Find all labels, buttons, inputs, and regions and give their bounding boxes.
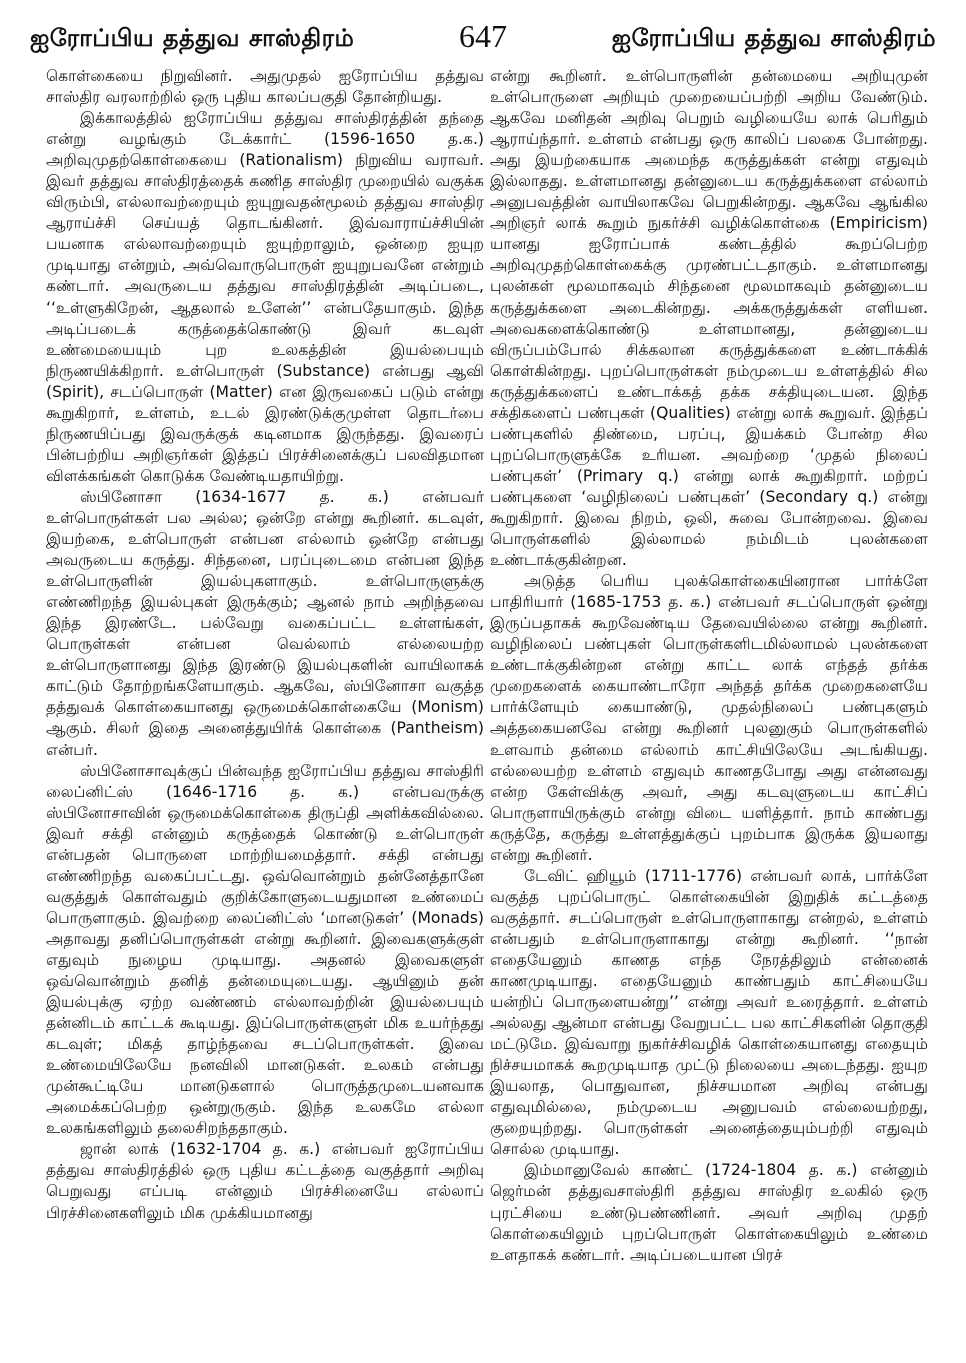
page-header [30,18,936,64]
paragraph: டேவிட் ஹியூம் (1711-1776) என்பவர் லாக், பார்க்ளே வகுத்த புறப்பொருட் கொள்கையின் இறுதிக் கட்டத்தை வகுத்தார். சடப்பொருள் உள்பொருளாகாது என்றல், உள்ளம் என்பதும் உள்பொருளாகாது என்று கூறினர். ‘‘நான் எதையேனும் காணத எந்த நேரத்திலும் என்னைக் காணமுடியாது. எதையேனும் காண்பதும் காட்சியையே யன்றிப் பொருளையன்று’’ என்று அவர் உரைத்தார். உள்ளம் அல்லது ஆன்மா என்பது வேறுபட்ட பல காட்சிகளின் தொகுதி மட்டுமே. இவ்வாறு நுகர்ச்சிவழிக் கொள்கையானது எதையும் நிச்சயமாகக் கூறமுடியாத முட்டு நிலையை அடைந்தது. ஐயுற இயலாத, பொதுவான, நிச்சயமான அறிவு என்பது எதுவுமில்லை, நம்முடைய அனுபவம் எல்லையற்றது, குறையுற்றது. பொருள்கள் அனைத்தையும்பற்றி எதுவும் சொல்ல முடியாது. [490,866,928,1159]
paragraph: இக்காலத்தில் ஐரோப்பிய தத்துவ சாஸ்திரத்தின் தந்தை என்று வழங்கும் டேக்கார்ட் (1596-1650 த.க.) அறிவுமுதற்கொள்கையை (Rationalism) நிறுவிய வராவர். இவர் தத்துவ சாஸ்திரத்தைக் கணித சாஸ்திர முறையில் வகுக்க விரும்பி, எல்லாவற்றையும் ஐயுறுவதன்மூலம் தத்துவ சாஸ்திர ஆராய்ச்சி செய்யத் தொடங்கினர். இவ்வாராய்ச்சியின் பயனாக எல்லாவற்றையும் ஐயுற்றாலும், ஒன்றை ஐயுற முடியாது என்றும், அவ்வொருபொருள் ஐயுறுபவனே என்றும் கண்டார். அவருடைய தத்துவ சாஸ்திரத்தின் அடிப்படை, ‘‘உள்ளுகிறேன், ஆதலால் உளேன்’’ என்பதேயாகும். இந்த அடிப்படைக் கருத்தைக்கொண்டு இவர் கடவுள் உண்மையையும் புற உலகத்தின் இயல்பையும் நிருணயிக்கிறார். உள்பொருள் (Substance) என்பது ஆவி (Spirit), சடப்பொருள் (Matter) என இருவகைப் படும் என்று கூறுகிறார், உள்ளம், உடல் இரண்டுக்குமுள்ள தொடர்பை நிருணயிப்பது இவருக்குக் கடினமாக இருந்தது. இவரைப் பின்பற்றிய அறிஞர்கள் இத்தப் பிரச்சினைக்குப் பலவிதமான விளக்கங்கள் கொடுக்க வேண்டியதாயிற்று. [46,109,484,485]
left-column [46,66,484,1224]
paragraph: அடுத்த பெரிய புலக்கொள்கையினரான பார்க்ளே பாதிரியார் (1685-1753 த. க.) என்பவர் சடப்பொருள் ஒன்று இருப்பதாகக் கூறவேண்டிய தேவையில்லை என்று கூறினர். வழிநிலைப் பண்புகள் பொருள்களிடமில்லாமல் புலன்களை உண்டாக்குகின்றன என்று காட்ட லாக் எந்தத் தர்க்க முறைகளைக் கையாண்டாரோ அந்தத் தர்க்க முறைகளையே பார்க்ளேயும் கையாண்டு, முதல்நிலைப் பண்புகளும் அத்தகையனவே என்று கூறினர் புலனுகும் பொருள்களில் உளவாம் தன்மை எல்லாம் காட்சியிலேயே அடங்கியது. எல்லையற்ற உள்ளம் எதுவும் காணதபோது அது என்னவது என்ற கேள்விக்கு அவர், அது கடவுளுடைய காட்சிப் பொருளாயிருக்கும் என்று விடை யளித்தார். நாம் காண்பது கருத்தே, கருத்து உள்ளத்துக்குப் புறம்பாக இருக்க இயலாது என்று கூறினர். [490,572,928,864]
page-number: 647 [459,18,507,54]
paragraph: ஜான் லாக் (1632-1704 த. க.) என்பவர் ஐரோப்பிய தத்துவ சாஸ்திரத்தில் ஒரு புதிய கட்டத்தை வகுத்தார் அறிவு பெறுவது எப்படி என்னும் பிரச்சினையே எல்லாப் பிரச்சினைகளிலும் மிக முக்கியமானது [46,1140,484,1222]
paragraph: ஸ்பினோசா (1634-1677 த. க.) என்பவர் உள்பொருள்கள் பல அல்ல; ஒன்றே என்று கூறினர். கடவுள், இயற்கை, உள்பொருள் என்பன எல்லாம் ஒன்றே என்பது அவருடைய கருத்து. சிந்தனை, பரப்புடைமை என்பன இந்த உள்பொருளின் இயல்புகளாகும். உள்பொருளுக்கு எண்ணிறந்த இயல்புகள் இருக்கும்; ஆனல் நாம் அறிந்தவை இந்த இரண்டே. பல்வேறு வகைப்பட்ட உள்ளங்கள், பொருள்கள் என்பன வெல்லாம் எல்லையற்ற உள்பொருளானது இந்த இரண்டு இயல்புகளின் வாயிலாகக் காட்டும் தோற்றங்களேயாகும். ஆகவே, ஸ்பினோசா வகுத்த தத்துவக் கொள்கையானது ஒருமைக்கொள்கையே (Monism) ஆகும். சிலர் இதை அனைத்துயிர்க் கொள்கை (Pantheism) என்பர். [46,487,484,759]
right-column [490,66,928,1266]
paragraph: என்று கூறினர். உள்பொருளின் தன்மையை அறியுமுன் உள்பொருளை அறியும் முறையைப்பற்றி அறிய வேண்டும். ஆகவே மனிதன் அறிவு பெறும் வழியையே லாக் பெரிதும் ஆராய்ந்தார். உள்ளம் என்பது ஒரு காலிப் பலகை போன்றது. அது இயற்கையாக அமைந்த கருத்துக்கள் என்று எதுவும் இல்லாதது. உள்ளமானது தன்னுடைய கருத்துக்களை எல்லாம் அனுபவத்தின் வாயிலாகவே பெறுகின்றது. ஆகவே ஆங்கில அறிஞர் லாக் கூறும் நுகர்ச்சி வழிக்கொள்கை (Empiricism) யானது ஐரோப்பாக் கண்டத்தில் கூறப்பெற்ற அறிவுமுதற்கொள்கைக்கு முரண்பட்டதாகும். உள்ளமானது புலன்கள் மூலமாகவும் சிந்தனை மூலமாகவும் தன்னுடைய கருத்துக்களை அடைகின்றது. அக்கருத்துக்கள் எளியன. அவைகளைக்கொண்டு உள்ளமானது, தன்னுடைய விருப்பம்போல் சிக்கலான கருத்துக்களை உண்டாக்கிக் கொள்கின்றது. புறப்பொருள்கள் நம்முடைய உள்ளத்தில் சில கருத்துக்களைப் உண்டாக்கத் தக்க சக்தியுடையன. இந்த சக்திகளைப் பண்புகள் (Qualities) என்று லாக் கூறுவர். இந்தப் பண்புகளில் திண்மை, பரப்பு, இயக்கம் போன்ற சில புறப்பொருளுக்கே உரியன. அவற்றை ‘முதல் நிலைப் பண்புகள்’ (Primary q.) என்று லாக் கூறுகிறார். மற்றப் பண்புகளை ‘வழிநிலைப் பண்புகள்’ (Secondary q.) என்று கூறுகிறார். இவை நிறம், ஒலி, சுவை போன்றவை. இவை பொருள்களில் இல்லாமல் நம்மிடம் புலன்களை உண்டாக்குகின்றன. [490,67,928,570]
paragraph: இம்மானுவேல் காண்ட் (1724-1804 த. க.) என்னும் ஜெர்மன் தத்துவசாஸ்திரி தத்துவ சாஸ்திர உலகில் ஒரு புரட்சியை உண்டுபண்ணினர். அவர் அறிவு முதற் கொள்கையிலும் புறப்பொருள் கொள்கையிலும் உண்மை உளதாகக் கண்டார். அடிப்படையான பிரச் [490,1161,928,1264]
paragraph: ஸ்பினோசாவுக்குப் பின்வந்த ஐரோப்பிய தத்துவ சாஸ்திரி லைப்னிட்ஸ் (1646-1716 த. க.) என்பவருக்கு ஸ்பினோசாவின் ஒருமைக்கொள்கை திருப்தி அளிக்கவில்லை. இவர் சக்தி என்னும் கருத்தைக் கொண்டு உள்பொருள் என்பதன் பொருளை மாற்றியமைத்தார். சக்தி என்பது எண்ணிறந்த வகைப்பட்டது. ஒவ்வொன்றும் தன்னேத்தானே வகுத்துக் கொள்வதும் குறிக்கோளுடையதுமான உண்மைப் பொருளாகும். இவற்றை லைப்னிட்ஸ் ‘மானடுகள்’ (Monads) அதாவது தனிப்பொருள்கள் என்று கூறினர். இவைகளுக்குள் எதுவும் நுழைய முடியாது. அதனல் இவைகளுள் ஒவ்வொன்றும் தனித் தன்மையுடையது. ஆயினும் தன் இயல்புக்கு ஏற்ற வண்ணம் எல்லாவற்றின் இயல்பையும் தன்னிடம் காட்டக் கூடியது. இப்பொருள்களுள் மிக உயர்ந்தது கடவுள்; மிகத் தாழ்ந்தவை சடப்பொருள்கள். இவை உண்மையிலேயே நனவிலி மானடுகள். உலகம் என்பது முன்கூட்டியே மானடுகளால் பொருத்தமுடையனவாக அமைக்கப்பெற்ற ஒன்றுருகும். இந்த உலகமே எல்லா உலகங்களிலும் தலைசிறந்ததாகும். [46,761,484,1138]
header-right-title: ஐரோப்பிய தத்துவ சாஸ்திரம் [611,24,936,52]
header-left-title: ஐரோப்பிய தத்துவ சாஸ்திரம் [30,24,355,52]
paragraph: கொள்கையை நிறுவினர். அதுமுதல் ஐரோப்பிய தத்துவ சாஸ்திர வரலாற்றில் ஒரு புதிய காலப்பகுதி தோன்றியது. [46,67,484,107]
